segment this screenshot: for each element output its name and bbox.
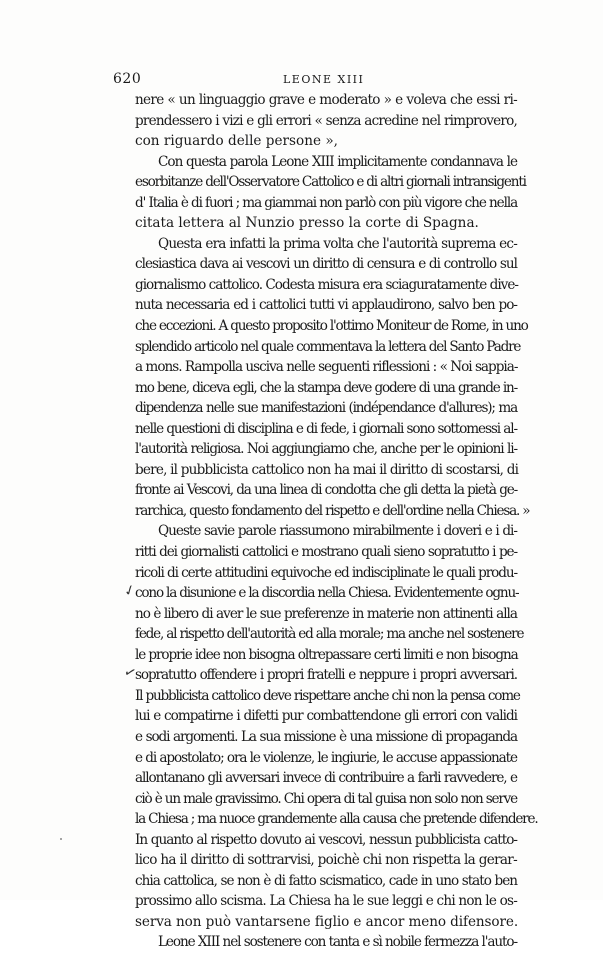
text-line: a mons. Rampolla usciva nelle seguenti riflessioni : « Noi sappia-	[135, 359, 518, 376]
margin-pencil-mark: ✓	[121, 581, 139, 601]
text-line: clesiastica dava ai vescovi un diritto di censura e di controllo sul	[135, 256, 517, 273]
text-line: allontanano gli avversari invece di contribuire a farli ravvedere, e	[135, 770, 517, 787]
text-line: rarchica, questo fondamento del rispetto e dell'ordine nella Chiesa. »	[135, 502, 530, 519]
text-line: ritti dei giornalisti cattolici e mostrano quali sieno sopratutto i pe-	[135, 544, 517, 561]
text-line: fronte ai Vescovi, da una linea di condotta che gli detta la pietà ge-	[135, 482, 517, 499]
text-line: e sodi argomenti. La sua missione è una missione di propaganda	[135, 728, 517, 745]
text-line: lui e compatirne i difetti pur combattendone gli errori con validi	[135, 708, 517, 725]
text-line: ricoli di certe attitudini equivoche ed indisciplinate le quali produ-	[135, 564, 517, 581]
text-line: Con questa parola Leone XIII implicitamente condannava le	[158, 153, 517, 170]
page-number: 620	[113, 71, 142, 87]
text-line: bere, il pubblicista cattolico non ha mai il diritto di scostarsi, di	[135, 461, 519, 478]
text-line: l'autorità religiosa. Noi aggiungiamo che, anche per le opinioni li-	[135, 441, 517, 458]
text-line: ciò è un male gravissimo. Chi opera di tal guisa non solo non serve	[135, 790, 517, 807]
text-line: serva non può vantarsene figlio e ancor meno difensore.	[135, 913, 519, 930]
text-line: nere « un linguaggio grave e moderato » e voleva che essi ri-	[135, 92, 517, 108]
text-line: nelle questioni di disciplina e di fede, i giornali sono sottomessi al-	[135, 420, 517, 437]
text-line: con riguardo delle persone »,	[135, 133, 338, 150]
text-line: sopratutto offendere i propri fratelli e neppure i propri avversari.	[135, 667, 517, 684]
text-line: d' Italia è di fuori ; ma giammai non parlò con più vigore che nella	[135, 194, 518, 211]
text-line: esorbitanze dell'Osservatore Cattolico e di altri giornali intransigenti	[135, 174, 526, 191]
text-line: Queste savie parole riassumono mirabilmente i doveri e i di-	[158, 523, 517, 540]
text-line: no è libero di aver le sue preferenze in materie non attinenti alla	[135, 605, 517, 622]
text-line: citata lettera al Nunzio presso la corte di Spagna.	[135, 215, 479, 232]
text-line: nuta necessaria ed i cattolici tutti vi applaudirono, salvo ben po-	[135, 297, 517, 314]
text-line: le proprie idee non bisogna oltrepassare certi limiti e non bisogna	[135, 646, 518, 663]
text-line: lico ha il diritto di sottrarvisi, poichè chi non rispetta la gerar-	[135, 852, 517, 869]
margin-pencil-mark: ✓	[121, 663, 139, 683]
text-line: dipendenza nelle sue manifestazioni (indépendance d'allures); ma	[135, 400, 517, 417]
text-line: Il pubblicista cattolico deve rispettare anche chi non la pensa come	[135, 687, 520, 704]
text-line: e di apostolato; ora le violenze, le ingiurie, le accuse appassionate	[135, 749, 517, 766]
text-line: In quanto al rispetto dovuto ai vescovi, nessun pubblicista catto-	[135, 831, 517, 848]
text-line: chia cattolica, se non è di fatto scismatico, cade in uno stato ben	[135, 872, 517, 889]
text-line: mo bene, diceva egli, che la stampa deve godere di una grande in-	[135, 379, 517, 396]
text-line: cono la disunione e la discordia nella Chiesa. Evidentemente ognu-	[135, 585, 519, 602]
text-line: splendido articolo nel quale commentava la lettera del Santo Padre	[135, 338, 521, 355]
body-text	[135, 90, 538, 953]
text-line: che eccezioni. A questo proposito l'ottimo Moniteur de Rome, in uno	[135, 318, 528, 335]
text-line: giornalismo cattolico. Codesta misura era sciaguratamente dive-	[135, 276, 518, 293]
paper-speck	[60, 838, 62, 840]
text-line: la Chiesa ; ma nuoce grandemente alla causa che pretende difendere.	[135, 811, 538, 828]
running-head: LEONE XIII	[283, 73, 365, 86]
text-line: prossimo allo scisma. La Chiesa ha le sue leggi e chi non le os-	[135, 893, 517, 910]
text-line: fede, al rispetto dell'autorità ed alla morale; ma anche nel sostenere	[135, 626, 524, 643]
text-line: prendessero i vizi e gli errori « senza acredine nel rimprovero,	[135, 112, 517, 129]
page-header	[113, 71, 518, 89]
text-line: Leone XIII nel sostenere con tanta e sì nobile fermezza l'auto-	[158, 934, 517, 951]
text-line: Questa era infatti la prima volta che l'autorità suprema ec-	[158, 235, 517, 252]
